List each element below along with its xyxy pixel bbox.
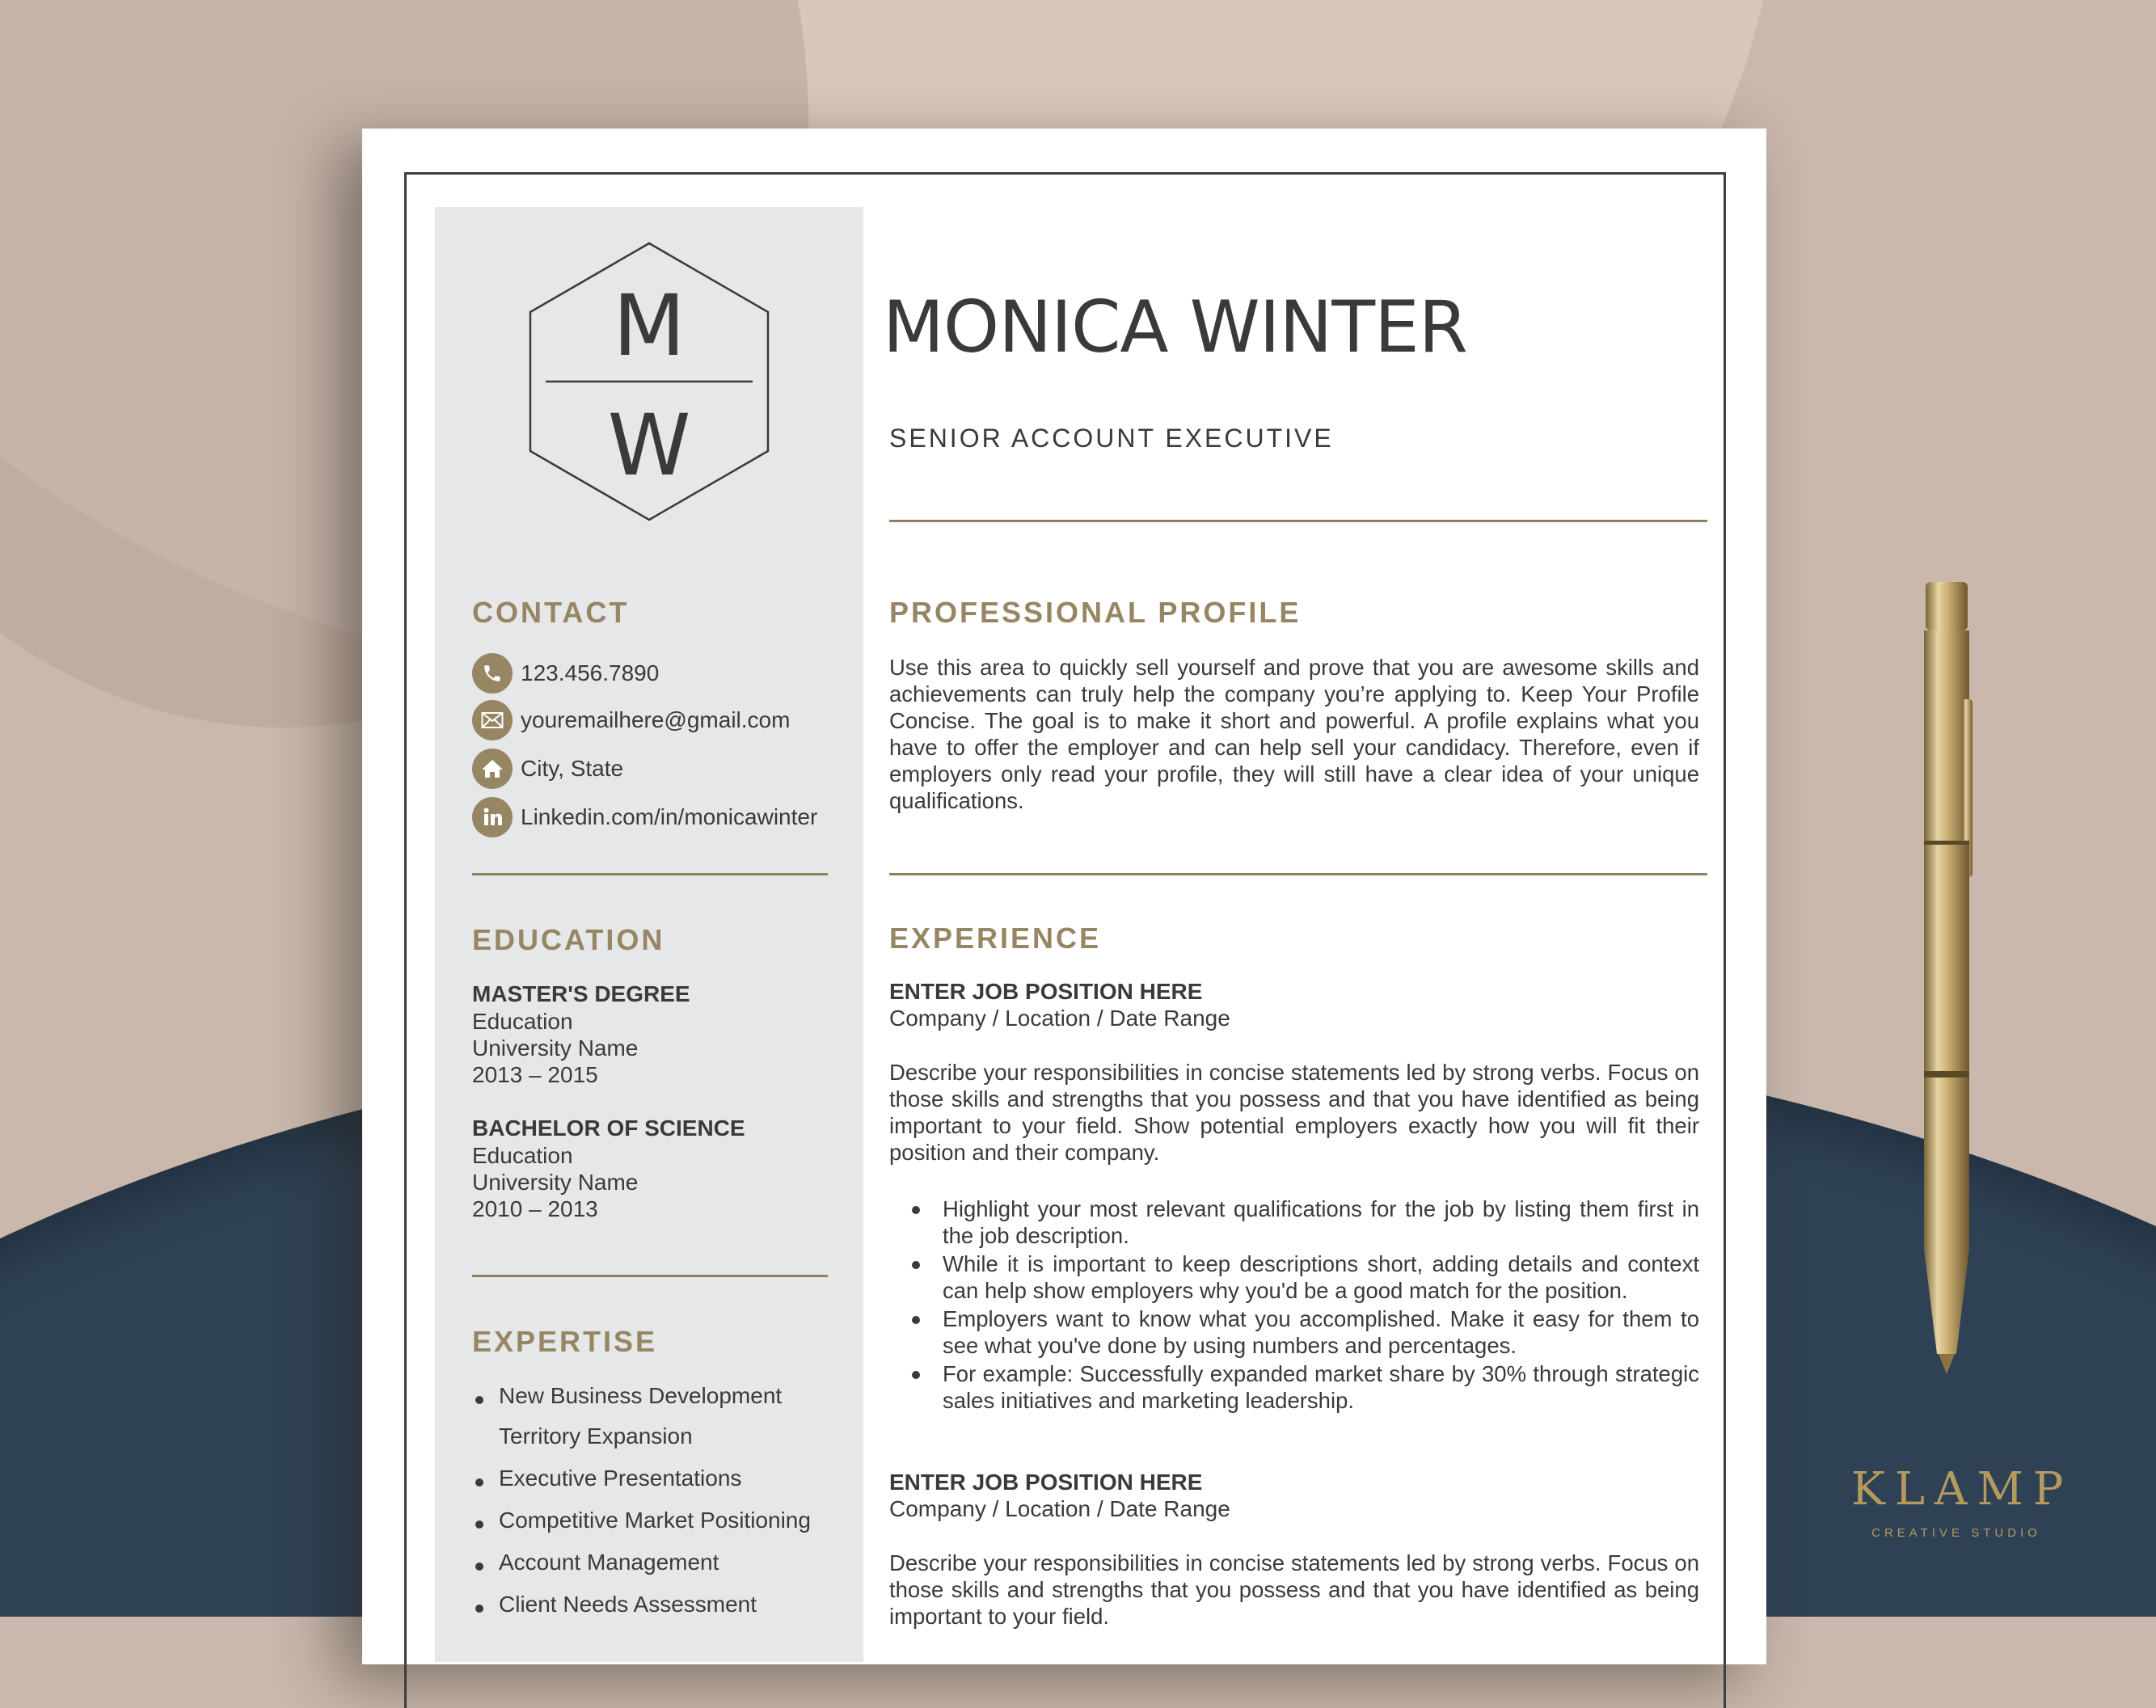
education-heading: EDUCATION bbox=[472, 923, 665, 956]
linkedin-icon bbox=[472, 797, 513, 837]
experience-heading: EXPERIENCE bbox=[889, 921, 1102, 955]
education-entry bbox=[472, 981, 844, 1088]
job-bullet: For example: Successfully expanded market share by 30% through strategic sales initiatives and marketing leadership. bbox=[889, 1360, 1699, 1414]
contact-heading: CONTACT bbox=[472, 596, 630, 629]
contact-linkedin-text[interactable]: Linkedin.com/in/monicawinter bbox=[521, 804, 818, 829]
candidate-name: MONICA WINTER bbox=[883, 285, 1467, 369]
job-position: ENTER JOB POSITION HERE bbox=[889, 979, 1203, 1004]
candidate-title: SENIOR ACCOUNT EXECUTIVE bbox=[889, 424, 1334, 453]
education-years: 2013 – 2015 bbox=[472, 1062, 598, 1087]
education-degree: MASTER'S DEGREE bbox=[472, 981, 690, 1006]
education-field: Education bbox=[472, 1143, 573, 1168]
job-meta: Company / Location / Date Range bbox=[889, 1496, 1230, 1521]
pen-icon bbox=[1908, 578, 2005, 1386]
education-school: University Name bbox=[472, 1035, 639, 1061]
expertise-item: New Business Development bbox=[472, 1381, 852, 1411]
expertise-item: Executive Presentations bbox=[472, 1464, 852, 1493]
profile-divider bbox=[889, 873, 1707, 875]
expertise-item: Territory Expansion bbox=[499, 1423, 693, 1449]
contact-divider bbox=[472, 873, 828, 875]
expertise-item: Client Needs Assessment bbox=[472, 1590, 852, 1619]
expertise-heading: EXPERTISE bbox=[472, 1325, 658, 1358]
header-divider bbox=[889, 520, 1707, 522]
monogram-top-letter: M bbox=[613, 276, 686, 375]
education-degree: BACHELOR OF SCIENCE bbox=[472, 1115, 745, 1141]
education-field: Education bbox=[472, 1009, 573, 1034]
education-divider bbox=[472, 1275, 828, 1277]
home-icon bbox=[472, 749, 513, 789]
contact-email-text[interactable]: youremailhere@gmail.com bbox=[521, 707, 791, 732]
education-years: 2010 – 2013 bbox=[472, 1196, 598, 1221]
expertise-list bbox=[472, 1381, 852, 1619]
email-icon bbox=[472, 700, 513, 740]
expertise-item: Account Management bbox=[472, 1548, 852, 1577]
job-description: Describe your responsibilities in concise statements led by strong verbs. Focus on those skills and strengths that you possess and that you have identified as being important to your field. bbox=[889, 1550, 1699, 1629]
job-bullets bbox=[889, 1196, 1699, 1415]
monogram-bottom-letter: W bbox=[607, 396, 691, 495]
monogram bbox=[528, 242, 770, 521]
brand-logo: KLAMP bbox=[1851, 1463, 2074, 1516]
job-bullet: Highlight your most relevant qualifications for the job by listing them first in the job description. bbox=[889, 1196, 1699, 1249]
profile-text: Use this area to quickly sell yourself and prove that you are awesome skills and achievements can truly help the company you’re applying to. Keep Your Profile Concise. The goal is to make it short and powerful. A profile explains what you have to offer the employer and can help sell your candidacy. Therefore, even if employers only read your profile, they will still have a clear idea of your unique qualifications. bbox=[889, 655, 1699, 813]
resume-paper bbox=[362, 129, 1766, 1664]
education-entry bbox=[472, 1115, 844, 1222]
profile-heading: PROFESSIONAL PROFILE bbox=[889, 596, 1302, 629]
job-bullet: While it is important to keep descriptions short, adding details and context can help show employers why you'd be a good match for the position. bbox=[889, 1250, 1699, 1304]
contact-linkedin bbox=[472, 795, 817, 839]
job-position: ENTER JOB POSITION HERE bbox=[889, 1470, 1203, 1495]
job-description: Describe your responsibilities in concise statements led by strong verbs. Focus on those skills and strengths that you possess and that you have identified as being important to your field. Show potential employers exactly how you will fit their position and their company. bbox=[889, 1060, 1699, 1165]
brand-subtitle: CREATIVE STUDIO bbox=[1871, 1526, 2041, 1540]
expertise-item: Competitive Market Positioning bbox=[472, 1506, 852, 1535]
contact-location-text: City, State bbox=[521, 756, 624, 781]
job-bullet: Employers want to know what you accomplished. Make it easy for them to see what you've done by using numbers and percentages. bbox=[889, 1305, 1699, 1359]
contact-phone-text[interactable]: 123.456.7890 bbox=[521, 660, 660, 685]
contact-location bbox=[472, 747, 623, 791]
contact-email bbox=[472, 698, 790, 742]
job-meta: Company / Location / Date Range bbox=[889, 1006, 1230, 1031]
education-school: University Name bbox=[472, 1170, 639, 1195]
phone-icon bbox=[472, 653, 513, 694]
contact-phone bbox=[472, 652, 659, 695]
